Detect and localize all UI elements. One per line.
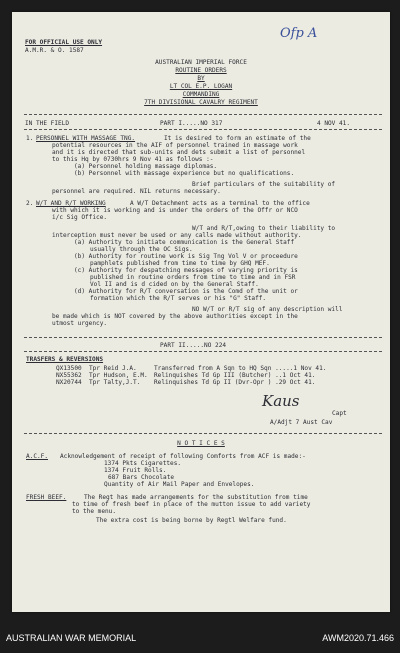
security-label: FOR OFFICIAL USE ONLY <box>25 39 103 46</box>
divider <box>24 433 382 434</box>
item-title: PERSONNEL WITH MASSAGE TNG. <box>36 135 136 142</box>
notice-text: The Regt has made arrangements for the substitution from time <box>84 494 308 501</box>
part-two-label: PART II.....NO 224 <box>160 342 227 349</box>
notice-text: to time of fresh beef in place of the mutton issue to add variety <box>72 501 311 508</box>
heading-line: AUSTRALIAN IMPERIAL FORCE <box>155 59 247 66</box>
notice-label: A.C.F. <box>26 453 49 460</box>
item-text: formation which the R/T serves or his "G" Staff. <box>90 295 267 302</box>
section-title: TRASFERS & REVERSIONS <box>26 356 104 363</box>
item-number: 1. <box>26 135 34 142</box>
item-text: (c) Authority for despatching messages of varying priority is <box>74 267 298 274</box>
order-date: 4 NOV 41. <box>317 120 351 127</box>
footer-accession-number: AWM2020.71.466 <box>322 633 394 643</box>
divider <box>24 129 382 130</box>
heading-line: BY <box>197 75 205 82</box>
item-text: (a) Personnel holding massage diplomas. <box>74 163 218 170</box>
item-text: It is desired to form an estimate of the <box>164 135 311 142</box>
heading-line: COMMANDING <box>182 91 220 98</box>
item-title: W/T AND R/T WORKING <box>36 200 106 207</box>
notice-text: 1374 Pkts Cigarettes. <box>104 460 182 467</box>
item-text: with which it is working and is under the orders of the Offr or NCO <box>52 207 298 214</box>
notice-text: The extra cost is being borne by Regtl Welfare fund. <box>96 517 287 524</box>
item-text: potential resources in the AIF of personnel trained in massage work <box>52 142 298 149</box>
heading-line: LT COL E.P. LOGAN <box>169 83 233 90</box>
member-name: Tpr Reid J.A. <box>89 365 137 372</box>
item-text: i/c Sig Office. <box>52 214 108 221</box>
notice-text: to the menu. <box>72 508 117 515</box>
divider <box>24 337 382 338</box>
footer-source: AUSTRALIAN WAR MEMORIAL <box>6 633 137 643</box>
transfer-action: Transferred from A Sqn to HQ Sqn .....1 Nov 41. <box>154 365 327 372</box>
item-text: NO W/T or R/T sig of any description will <box>192 306 343 313</box>
notice-text: Quantity of Air Mail Paper and Envelopes. <box>104 481 255 488</box>
item-text: be made which is NOT covered by the above authorities except in the <box>52 313 298 320</box>
member-name: Tpr Talty,J.T. <box>89 379 141 386</box>
item-text: personnel are required. NIL returns necessary. <box>52 188 221 195</box>
transfer-action: Relinquishes Td Gp II (Dvr-Opr ) .29 Oct 41. <box>154 379 316 386</box>
item-text: (d) Authority for R/T conversation is the Comd of the unit or <box>74 288 298 295</box>
divider <box>24 351 382 352</box>
item-text: to this Hq by 0730hrs 9 Nov 41 as follows :- <box>52 156 214 163</box>
notice-text: 1374 Fruit Rolls. <box>104 467 167 474</box>
service-number: NX55362 <box>56 372 82 379</box>
item-text: (b) Personnel with massage experience but no qualifications. <box>74 170 295 177</box>
item-text: (a) Authority to initiate communication is the General Staff <box>74 239 295 246</box>
notice-label: FRESH BEEF. <box>26 494 67 501</box>
part-one-label: PART I.....NO 317 <box>160 120 223 127</box>
item-text: published in routine orders from time to time and in FSR <box>90 274 296 281</box>
item-text: Brief particulars of the suitability of <box>192 181 336 188</box>
item-text: W/T and R/T,owing to their liability to <box>192 225 336 232</box>
order-reference: A.M.R. & O. 1587 <box>25 47 84 54</box>
handwritten-note: Ofp A <box>280 26 318 41</box>
heading-line: ROUTINE ORDERS <box>175 67 227 74</box>
heading-line: 7TH DIVISIONAL CAVALRY REGIMENT <box>144 99 258 106</box>
item-text: pamphlets published from time to time by GHQ MEF. <box>90 260 270 267</box>
signer-rank: Capt <box>332 410 347 417</box>
divider <box>24 114 382 115</box>
archive-footer <box>0 623 400 653</box>
transfer-action: Relinquishes Td Gp III (Butcher) ..1 Oct 41. <box>154 372 316 379</box>
item-text: usually through the OC Sigs. <box>90 246 193 253</box>
service-number: QX13500 <box>56 365 82 372</box>
signature: Kaus <box>262 392 300 410</box>
notice-text: Acknowledgement of receipt of following Comforts from ACF is made:- <box>60 453 306 460</box>
signer-title: A/Adjt 7 Aust Cav <box>270 419 333 426</box>
member-name: Tpr Hudson, E.M. <box>89 372 148 379</box>
item-text: interception must never be used or any calls made without authority. <box>52 232 302 239</box>
item-text: and it is directed that sub-units and dets submit a list of personnel <box>52 149 306 156</box>
item-text: (b) Authority for routine work is Sig Tng Vol V or proceedure <box>74 253 298 260</box>
service-number: NX20744 <box>56 379 82 386</box>
item-text: A W/T Detachment acts as a terminal to the office <box>130 200 310 207</box>
section-title: N O T I C E S <box>177 440 225 447</box>
location-label: IN THE FIELD <box>25 120 70 127</box>
notice-text: 687 Bars Chocolate <box>108 474 175 481</box>
item-number: 2. <box>26 200 34 207</box>
item-text: utmost urgency. <box>52 320 108 327</box>
item-text: Vol II and is d cided on by the General Staff. <box>90 281 259 288</box>
document-page <box>12 12 390 612</box>
